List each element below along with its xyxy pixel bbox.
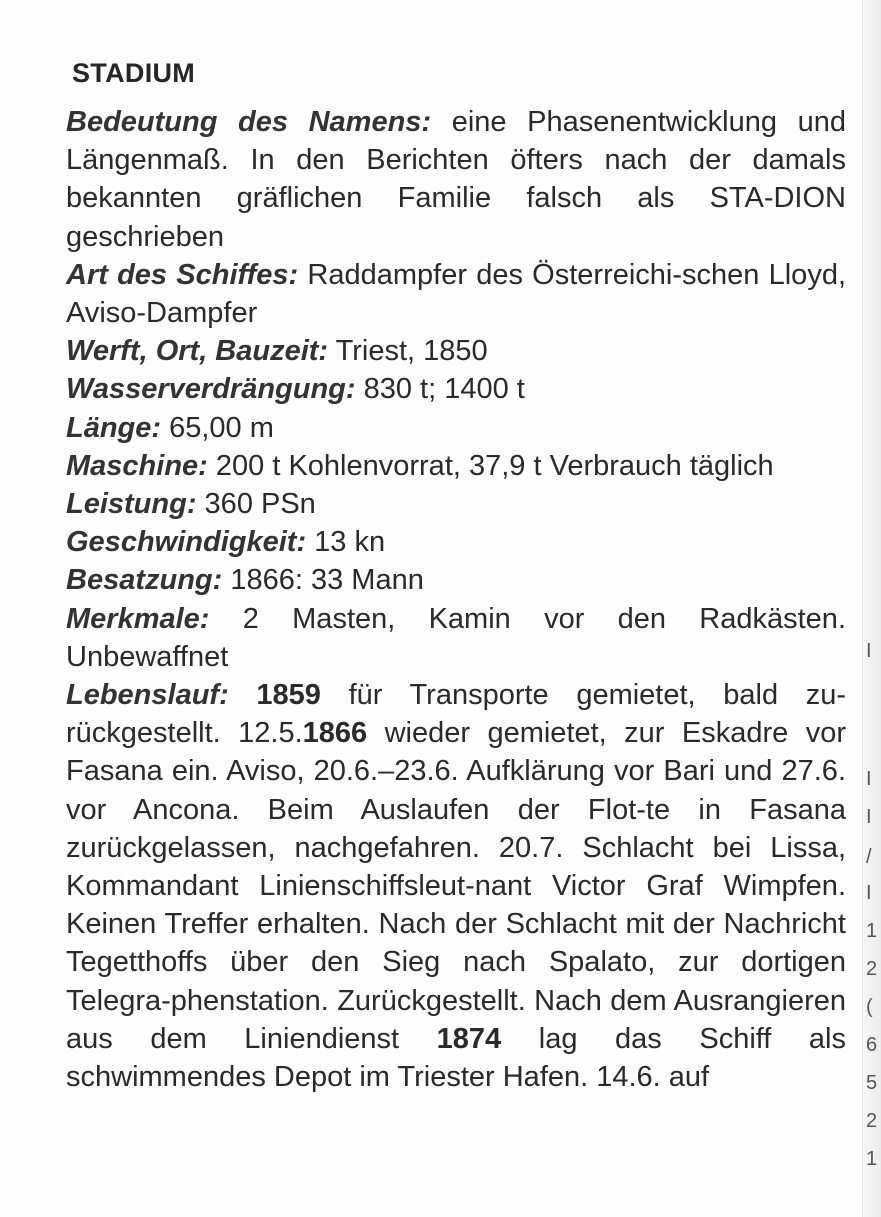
field-value: 200 t Kohlenvorrat, 37,9 t Verbrauch täglich xyxy=(207,449,774,482)
field-value: für Transporte gemietet, bald zu-rückgestellt. 12.5. xyxy=(66,679,847,750)
field-label: Besatzung: xyxy=(66,564,223,597)
field-maschine xyxy=(66,447,846,485)
field-label: Merkmale: xyxy=(66,602,210,635)
year-highlight: 1859 xyxy=(228,679,321,712)
edge-mark: I xyxy=(866,640,872,662)
edge-mark: 5 xyxy=(866,1072,878,1094)
edge-mark: ( xyxy=(866,996,873,1018)
field-laenge xyxy=(66,409,846,447)
field-label: Werft, Ort, Bauzeit: xyxy=(66,335,329,368)
adjacent-page-edge xyxy=(862,0,881,1217)
field-label: Wasserverdrängung: xyxy=(66,373,356,406)
field-value: 360 PSn xyxy=(196,488,316,521)
field-werft xyxy=(66,332,846,370)
field-value: lag das Schiff als schwimmendes Depot im Triester Hafen. 14.6. auf xyxy=(66,1022,846,1094)
field-value: Raddampfer des Österreichi-schen Lloyd, Aviso-Dampfer xyxy=(66,258,846,330)
field-label: Bedeutung des Namens: xyxy=(66,106,432,138)
field-value: 13 kn xyxy=(306,526,386,559)
field-label: Leistung: xyxy=(66,488,197,521)
field-wasserverdraengung xyxy=(66,370,846,408)
field-value: eine Phasenentwicklung und Längenmaß. In den Berichten öfters nach der damals bekannten gräflichen Familie falsch als STA-DION geschrieben xyxy=(66,106,846,253)
year-highlight: 1874 xyxy=(436,1022,502,1055)
year-highlight: 1866 xyxy=(302,717,368,750)
edge-mark: 1 xyxy=(866,920,878,942)
field-label: Länge: xyxy=(66,411,162,444)
field-besatzung xyxy=(66,561,846,599)
field-value: 830 t; 1400 t xyxy=(355,373,525,406)
edge-mark: 1 xyxy=(866,1148,878,1170)
field-value: 2 Masten, Kamin vor den Radkästen. Unbewaffnet xyxy=(66,602,846,673)
field-value: 65,00 m xyxy=(161,411,274,444)
field-leistung xyxy=(66,485,846,523)
field-value: Triest, 1850 xyxy=(328,335,488,368)
field-bedeutung xyxy=(66,103,846,256)
edge-mark: 2 xyxy=(866,1110,878,1132)
edge-mark: 6 xyxy=(866,1034,878,1056)
edge-mark: 2 xyxy=(866,958,878,980)
edge-mark: / xyxy=(866,846,872,868)
field-value: wieder gemietet, zur Eskadre vor Fasana ein. Aviso, 20.6.–23.6. Aufklärung vor Bari und 27.6. vor Ancona. Beim Auslaufen der Flot-te in Fasana zurückgelassen, nachgefahren. 20.7. Schlacht bei Lissa, Kommandant Linienschiffsleut-nant Victor Graf Wimpfen. Keinen Treffer erhalten. Nach der Schlacht mit der Nachricht Tegetthoffs über den Sieg nach Spalato, zur dortigen Telegra-phenstation. Zurückgestellt. Nach dem Ausrangieren aus dem Liniendienst xyxy=(66,717,846,1055)
entry-title: STADIUM xyxy=(72,58,196,88)
text-column xyxy=(66,58,846,1096)
edge-mark: I xyxy=(866,806,872,828)
field-geschwindigkeit xyxy=(66,523,846,561)
field-label: Art des Schiffes: xyxy=(66,258,299,291)
edge-mark: I xyxy=(866,768,872,790)
edge-mark: I xyxy=(866,882,872,904)
field-label: Geschwindigkeit: xyxy=(66,526,307,559)
field-label: Lebenslauf: xyxy=(66,679,229,712)
field-label: Maschine: xyxy=(66,449,208,482)
field-art xyxy=(66,256,846,332)
field-value: 1866: 33 Mann xyxy=(222,564,424,597)
field-lebenslauf xyxy=(66,676,846,1096)
field-merkmale xyxy=(66,600,846,676)
